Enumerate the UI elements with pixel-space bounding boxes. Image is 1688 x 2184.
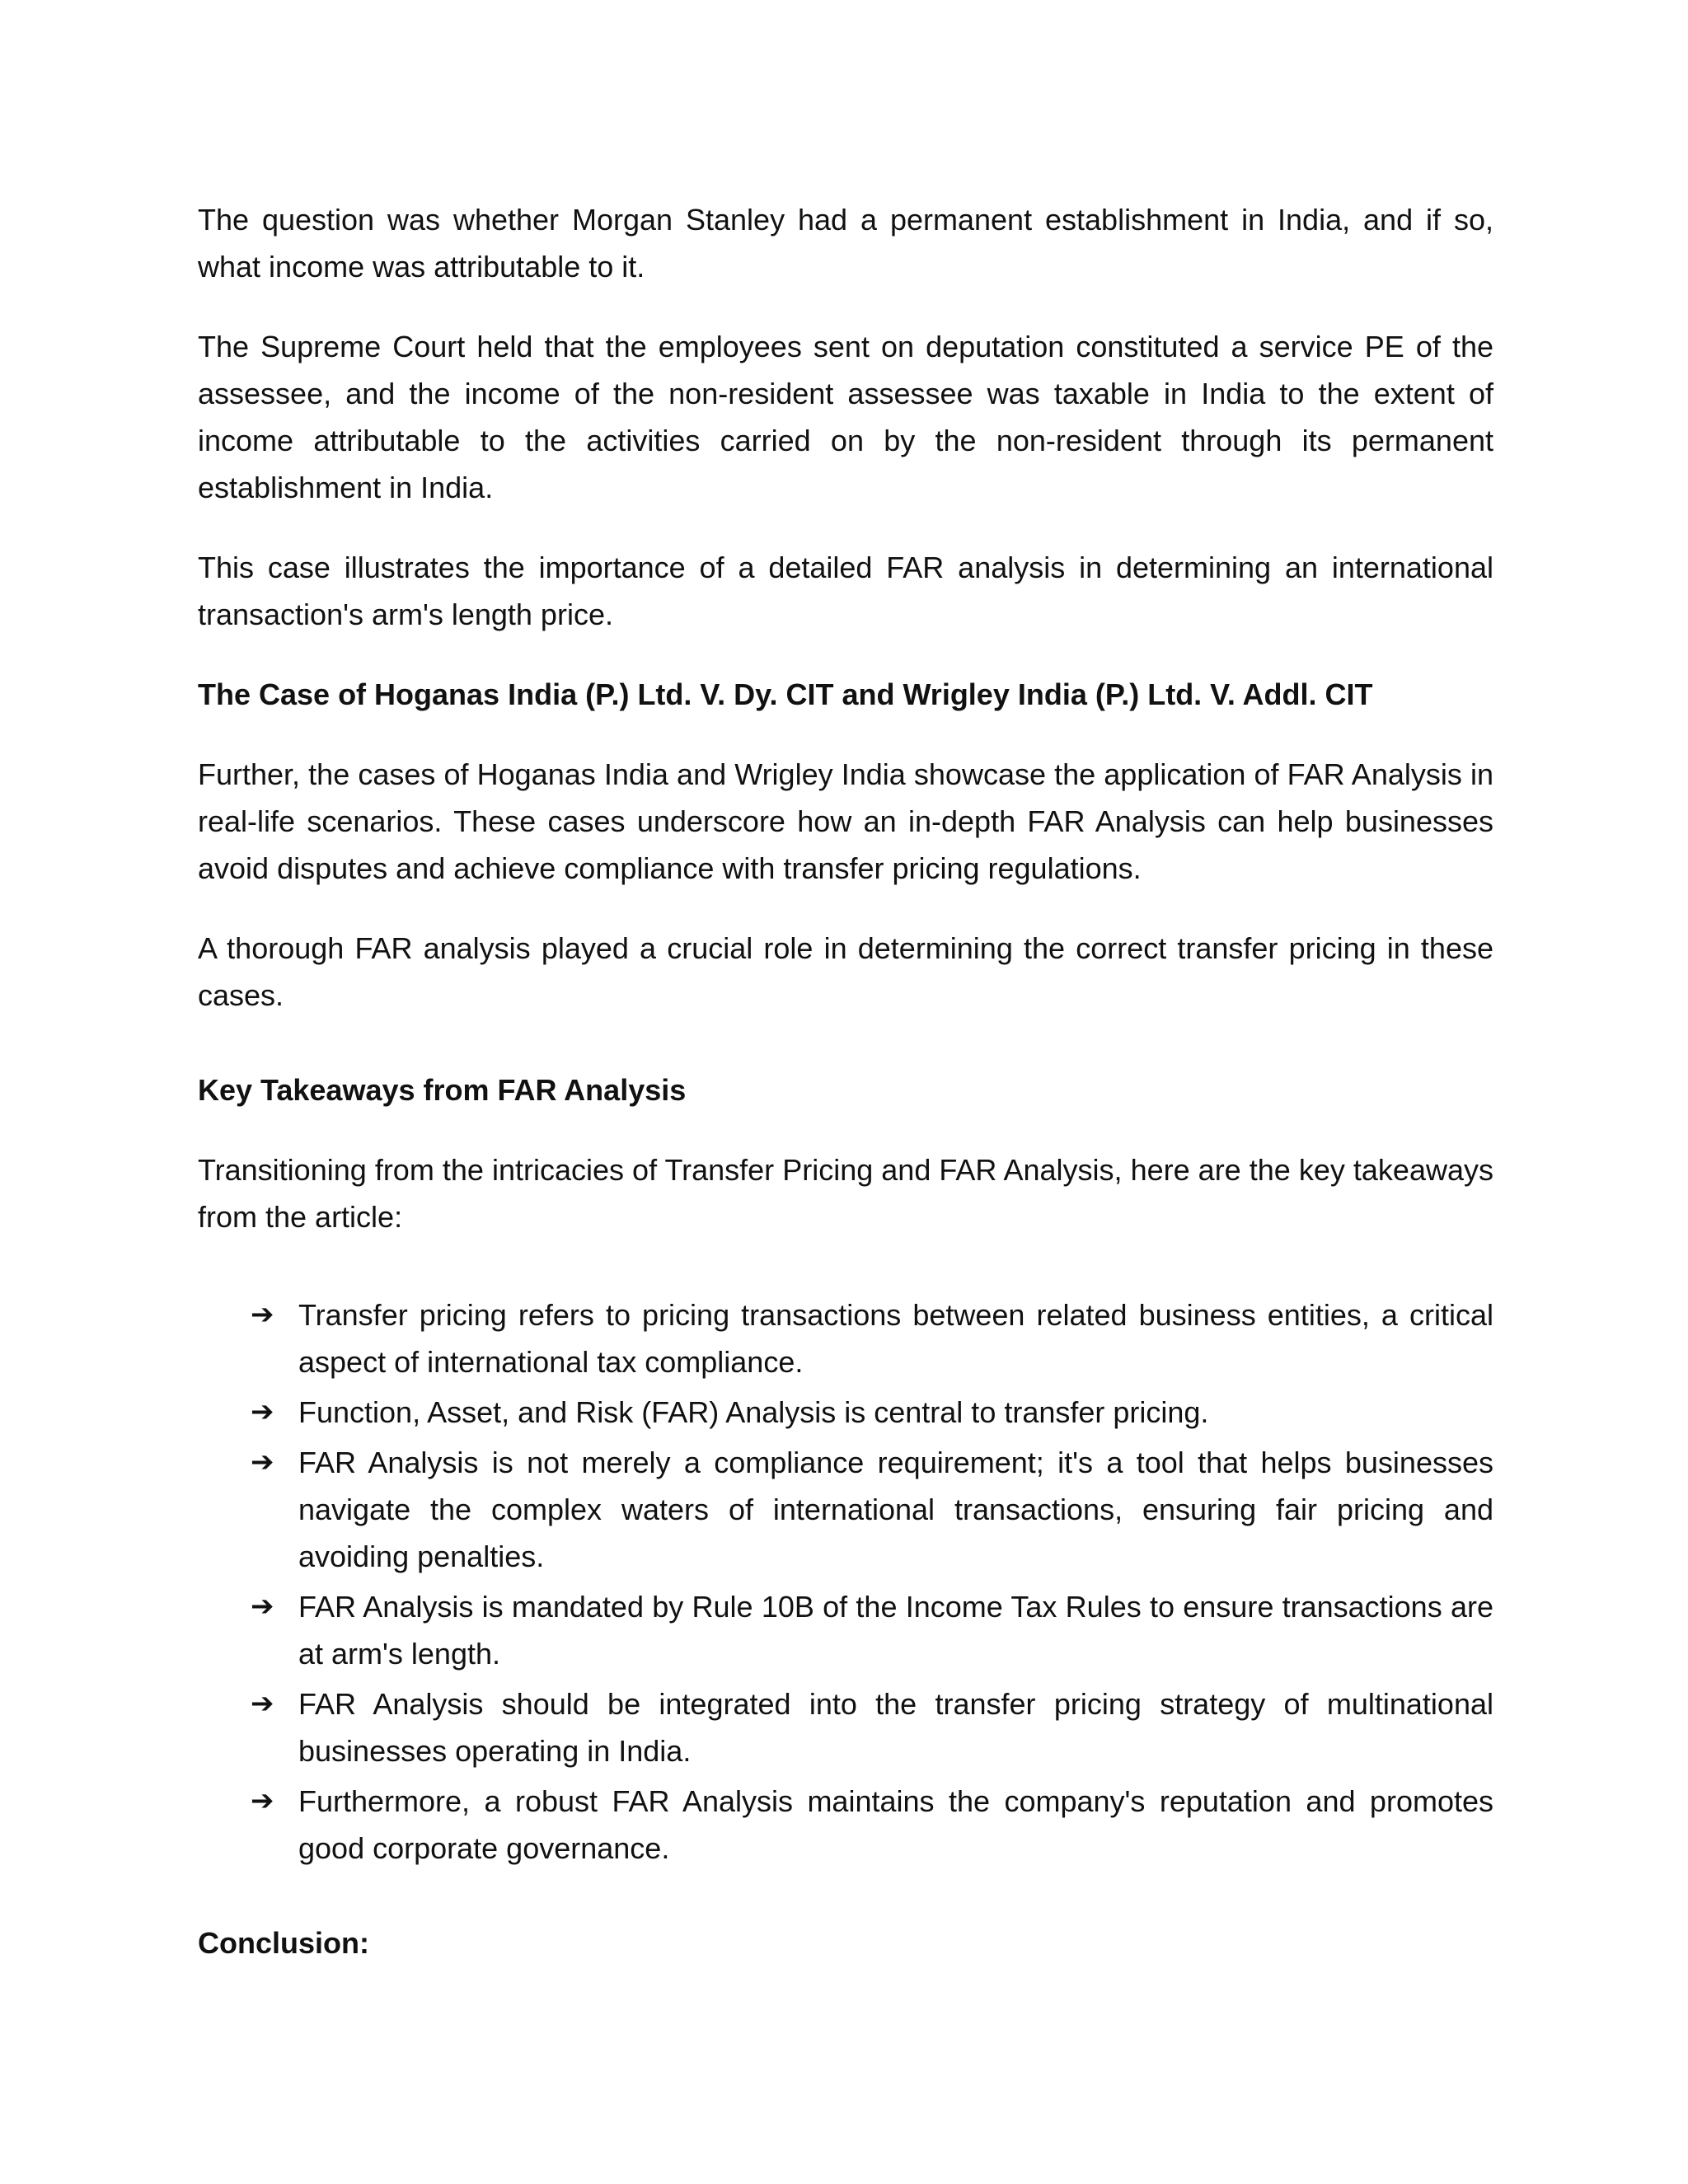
takeaways-intro: Transitioning from the intricacies of Transfer Pricing and FAR Analysis, here are the key takeaways from the article: — [198, 1153, 1493, 1234]
arrow-right-icon: ➔ — [251, 1395, 274, 1428]
paragraph-hoganas-wrigley: Further, the cases of Hoganas India and Wrigley India showcase the application of FAR Analysis in real-life scenarios. These cases underscore how an in-depth FAR Analysis can help businesses avoid disputes and achieve compliance with transfer pricing regulations. — [198, 757, 1493, 885]
list-item — [251, 1680, 1493, 1774]
list-item — [251, 1583, 1493, 1677]
arrow-right-icon: ➔ — [251, 1784, 274, 1817]
list-item — [251, 1778, 1493, 1872]
list-item — [251, 1439, 1493, 1580]
list-item-text: Transfer pricing refers to pricing transactions between related business entities, a critical aspect of international tax compliance. — [298, 1298, 1493, 1379]
list-item-text: FAR Analysis should be integrated into the transfer pricing strategy of multinational businesses operating in India. — [298, 1687, 1493, 1768]
case-heading: The Case of Hoganas India (P.) Ltd. V. Dy. CIT and Wrigley India (P.) Ltd. V. Addl. CIT — [198, 677, 1373, 711]
list-item-text: FAR Analysis is mandated by Rule 10B of the Income Tax Rules to ensure transactions are at arm's length. — [298, 1590, 1493, 1671]
paragraph-supreme-court-holding: The Supreme Court held that the employees sent on deputation constituted a service PE of the assessee, and the income of the non-resident assessee was taxable in India to the extent of income attributable to the activities carried on by the non-resident through its permanent establishment in India. — [198, 330, 1493, 504]
list-item — [251, 1291, 1493, 1385]
arrow-right-icon: ➔ — [251, 1298, 274, 1331]
list-item-text: FAR Analysis is not merely a compliance requirement; it's a tool that helps businesses navigate the complex waters of international transactions, ensuring fair pricing and avoiding penalties. — [298, 1446, 1493, 1573]
list-item — [251, 1389, 1493, 1436]
takeaways-list — [198, 1291, 1493, 1872]
arrow-right-icon: ➔ — [251, 1590, 274, 1623]
conclusion-heading: Conclusion: — [198, 1926, 369, 1960]
paragraph-thorough-far: A thorough FAR analysis played a crucial role in determining the correct transfer pricing in these cases. — [198, 931, 1493, 1012]
arrow-right-icon: ➔ — [251, 1446, 274, 1479]
document-page — [198, 196, 1493, 1999]
arrow-right-icon: ➔ — [251, 1687, 274, 1720]
list-item-text: Furthermore, a robust FAR Analysis maintains the company's reputation and promotes good corporate governance. — [298, 1784, 1493, 1865]
paragraph-morgan-stanley-question: The question was whether Morgan Stanley had a permanent establishment in India, and if so, what income was attributable to it. — [198, 203, 1493, 284]
list-item-text: Function, Asset, and Risk (FAR) Analysis is central to transfer pricing. — [298, 1395, 1209, 1429]
paragraph-case-illustration: This case illustrates the importance of a detailed FAR analysis in determining an international transaction's arm's length price. — [198, 551, 1493, 631]
takeaways-heading: Key Takeaways from FAR Analysis — [198, 1073, 687, 1107]
